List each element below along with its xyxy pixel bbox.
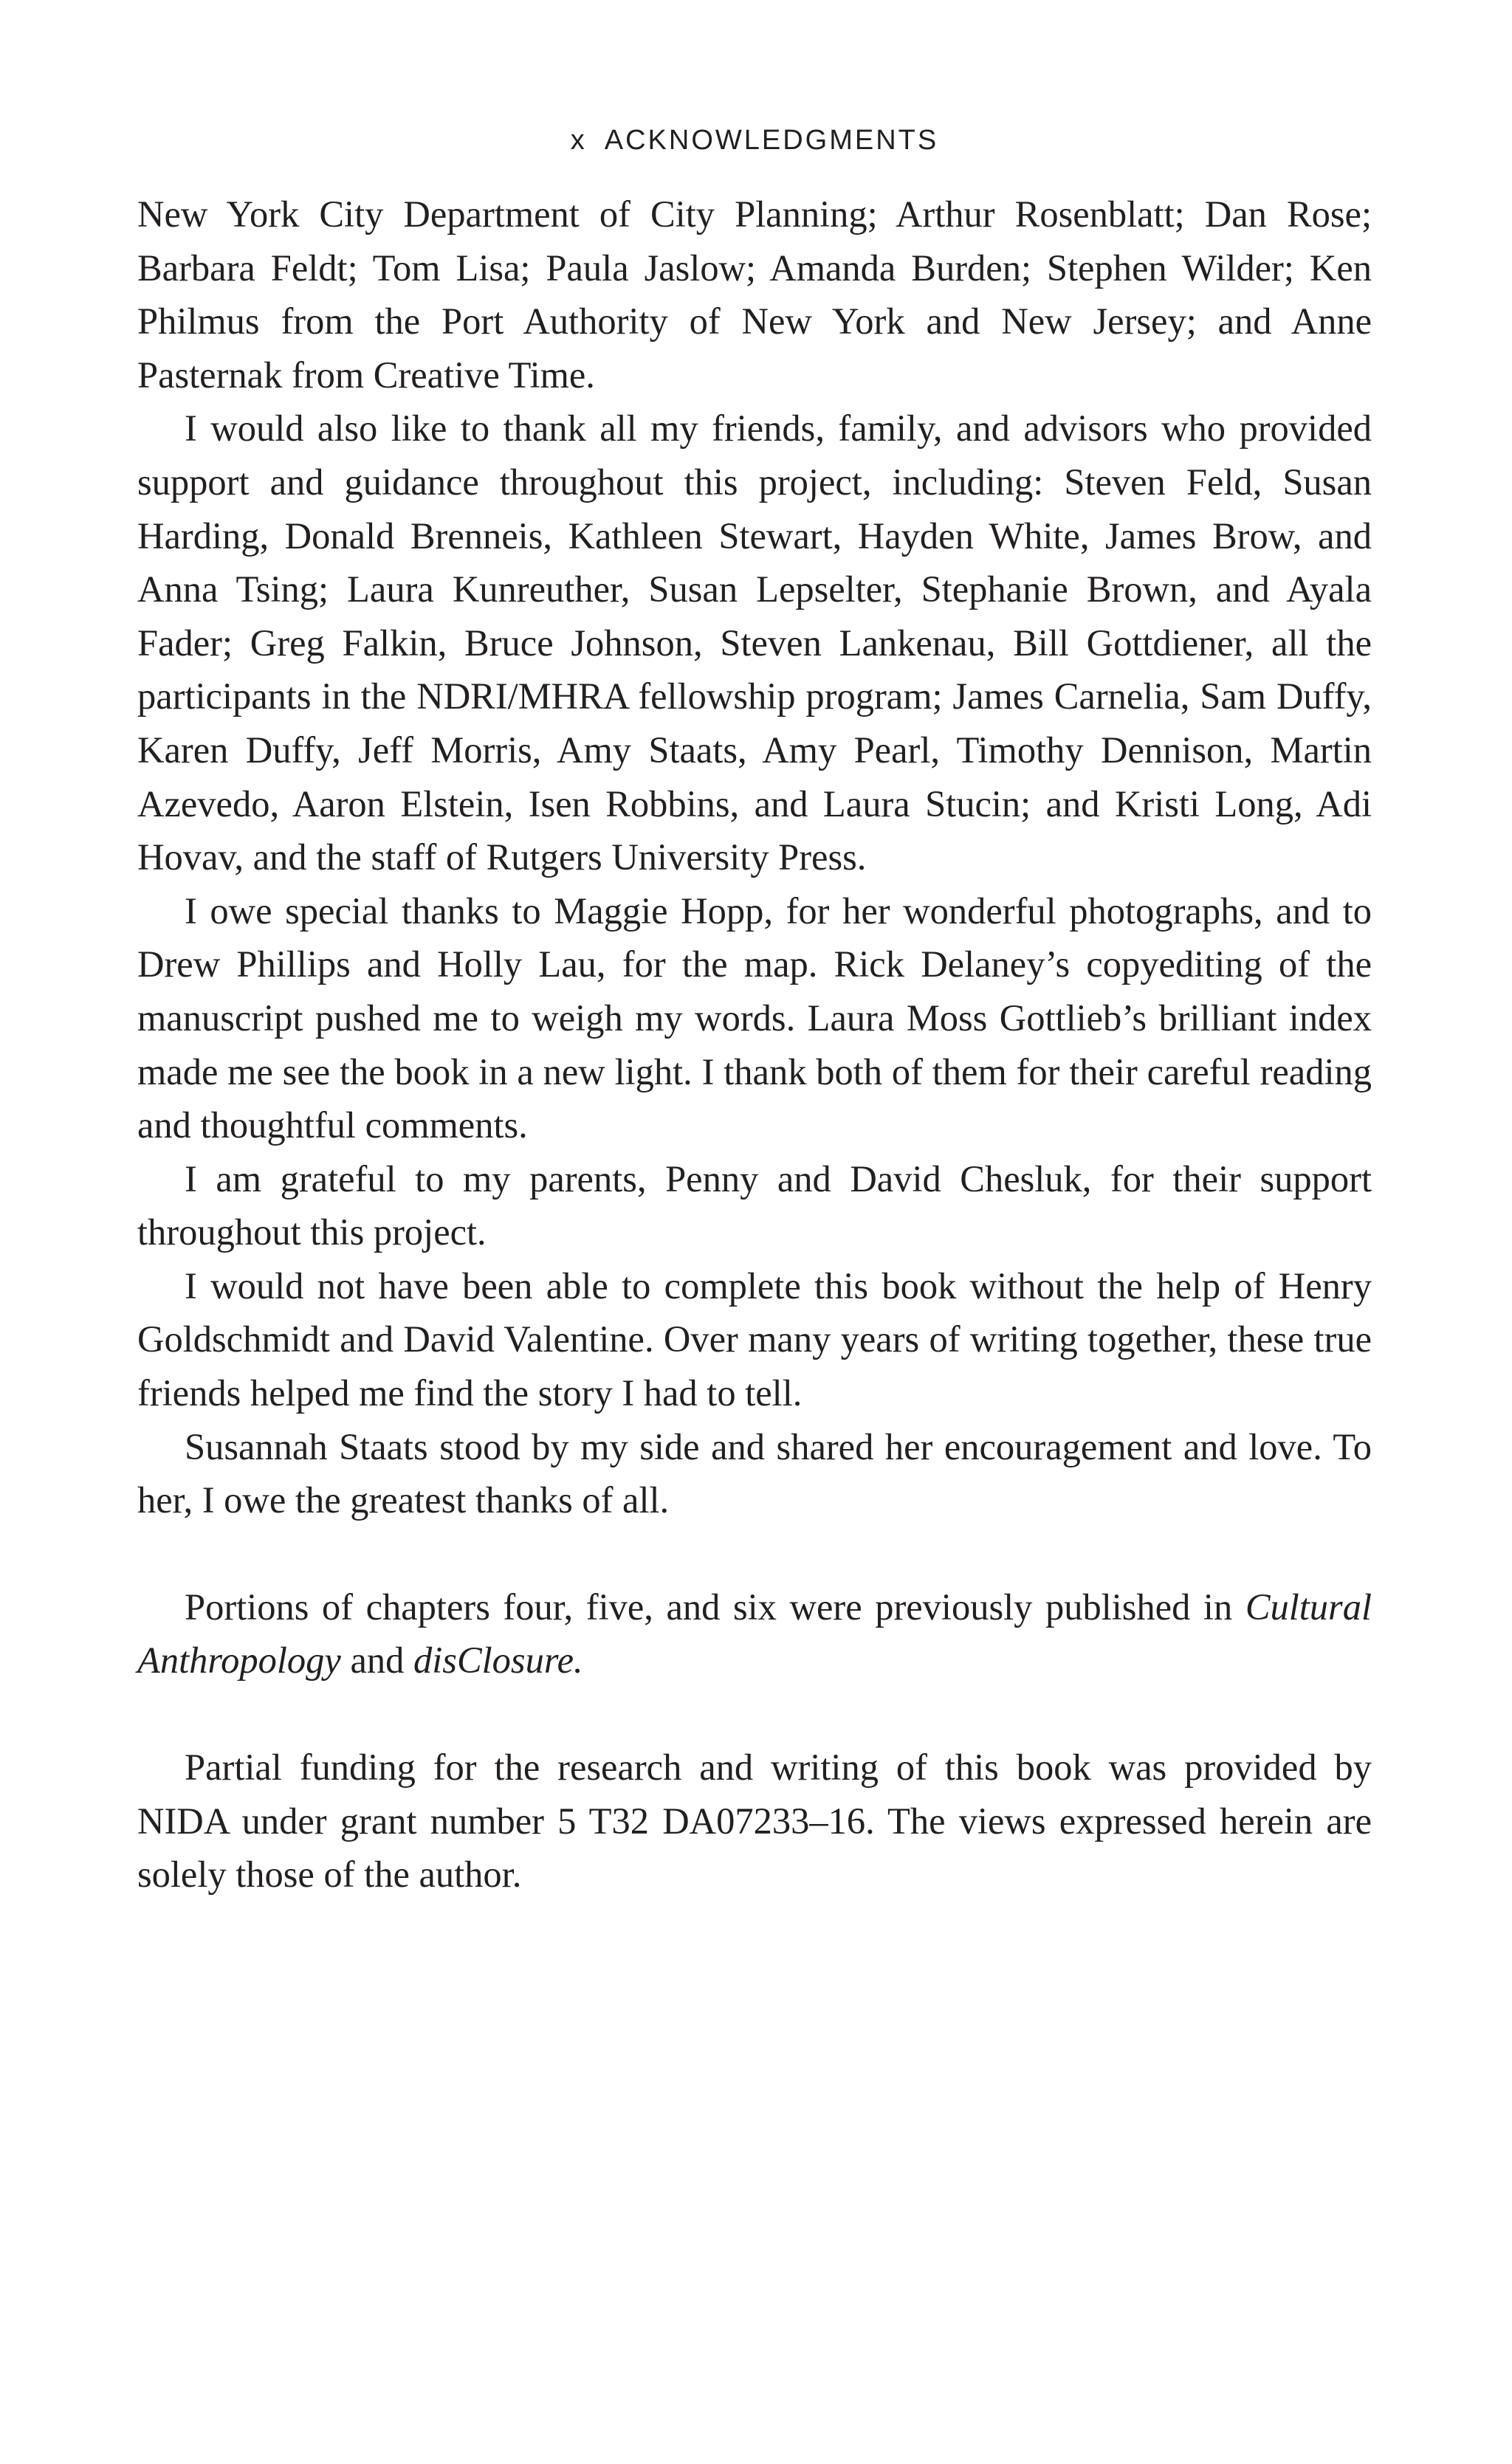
publication-note-conjunction: and <box>350 1639 405 1682</box>
document-page <box>137 118 1372 1902</box>
running-head <box>137 118 1372 162</box>
running-head-title: ACKNOWLEDGMENTS <box>604 125 939 156</box>
paragraph-continued: New York City Department of City Planning; Arthur Rosenblatt; Dan Rose; Barbara Feldt; Tom Lisa; Paula Jaslow; Amanda Burden; Stephen Wilder; Ken Philmus from the Port Authority of New York and New Jersey; and Anne Pasternak from Creative Time. <box>137 193 1372 396</box>
page-number: x <box>570 125 587 156</box>
paragraph-special-thanks: I owe special thanks to Maggie Hopp, for her wonderful photographs, and to Drew Phillips and Holly Lau, for the map. Rick Delaney’s copyediting of the manuscript pushed me to weigh my words. Laura Moss Gottlieb’s brilliant index made me see the book in a new light. I thank both of them for their careful reading and thoughtful comments. <box>137 889 1372 1146</box>
publication-note <box>137 1580 1372 1687</box>
funding-note: Partial funding for the research and writing of this book was provided by NIDA under grant number 5 T32 DA07233–16. The views expressed herein are solely those of the author. <box>137 1747 1372 1896</box>
publication-note-lead: Portions of chapters four, five, and six were previously published in <box>185 1586 1233 1628</box>
body-text <box>137 187 1372 1902</box>
paragraph-parents: I am grateful to my parents, Penny and David Chesluk, for their support throughout this project. <box>137 1157 1372 1253</box>
paragraph-susannah: Susannah Staats stood by my side and shared her encouragement and love. To her, I owe the greatest thanks of all. <box>137 1425 1372 1521</box>
paragraph-friends-family: I would also like to thank all my friends, family, and advisors who provided support and guidance throughout this project, including: Steven Feld, Susan Harding, Donald Brenneis, Kathleen Stewart, Hayden White, James Brow, and Anna Tsing; Laura Kunreuther, Susan Lepselter, Stephanie Brown, and Ayala Fader; Greg Falkin, Bruce Johnson, Steven Lankenau, Bill Gottdiener, all the participants in the NDRI/MHRA fellowship program; James Carnelia, Sam Duffy, Karen Duffy, Jeff Morris, Amy Staats, Amy Pearl, Timothy Dennison, Martin Azevedo, Aaron Elstein, Isen Robbins, and Laura Stucin; and Kristi Long, Adi Hovav, and the staff of Rutgers University Press. <box>137 407 1372 878</box>
paragraph-collaborators: I would not have been able to complete this book without the help of Henry Goldschmidt and David Valentine. Over many years of writing together, these true friends helped me find the story I had to tell. <box>137 1264 1372 1414</box>
journal-disclosure: disClosure. <box>413 1639 583 1682</box>
journal-cultural-anthropology: Cultural Anthropology <box>137 1586 1372 1682</box>
